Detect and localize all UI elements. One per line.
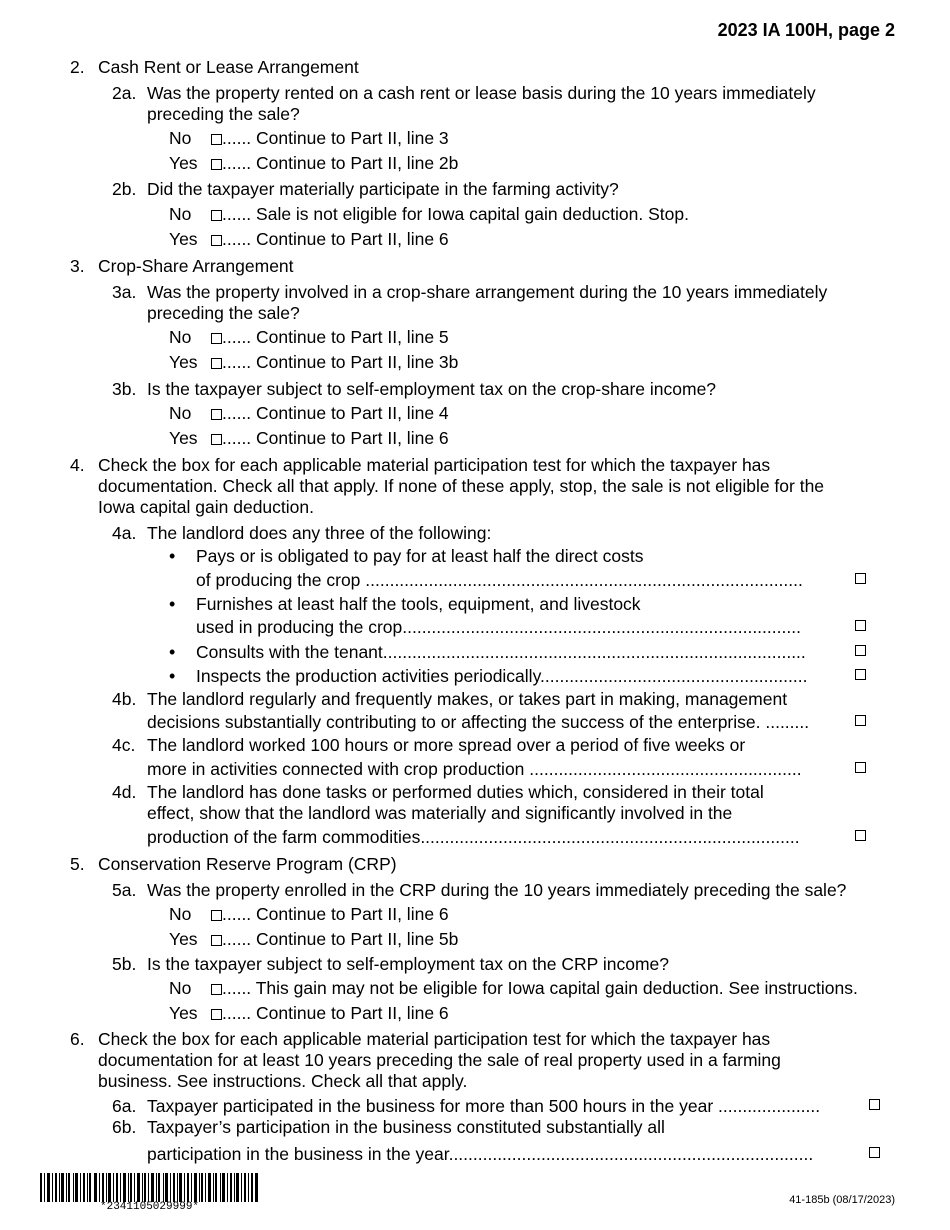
option-3a-yes — [169, 352, 458, 372]
no-label: No — [169, 403, 192, 423]
text-6a: Taxpayer participated in the business for more than 500 hours in the year ..................... — [147, 1096, 821, 1116]
checkbox-4a-bullet4[interactable] — [855, 669, 866, 680]
option-5a-yes — [169, 929, 458, 949]
yes-label: Yes — [169, 153, 198, 173]
checkbox-4a-bullet2[interactable] — [855, 620, 866, 631]
text-4b-line1: The landlord regularly and frequently makes, or takes part in making, management — [147, 689, 788, 709]
yes-label: Yes — [169, 229, 198, 249]
bullet: • — [169, 546, 176, 566]
text-4a-bullet1-line2: of producing the crop .......................................................................................... — [196, 570, 803, 590]
page-header: 2023 IA 100H, page 2 — [717, 20, 895, 40]
checkbox-4c[interactable] — [855, 762, 866, 773]
item-number-3: 3. — [70, 256, 85, 276]
bullet: • — [169, 642, 176, 662]
checkbox-6a[interactable] — [869, 1099, 880, 1110]
section-6-line2: documentation for at least 10 years preceding the sale of real property used in a farming — [98, 1050, 781, 1070]
checkbox-3a-no[interactable] — [211, 333, 222, 344]
checkbox-5a-yes[interactable] — [211, 935, 222, 946]
bullet: • — [169, 594, 176, 614]
section-6-line1: Check the box for each applicable material participation test for which the taxpayer has — [98, 1029, 771, 1049]
text-6b-line2: participation in the business in the year........................................................................... — [147, 1144, 814, 1164]
item-number-4a: 4a. — [112, 523, 137, 543]
question-2a-line1: Was the property rented on a cash rent or lease basis during the 10 years immediately — [147, 83, 816, 103]
no-label: No — [169, 904, 192, 924]
question-3a-line1: Was the property involved in a crop-share arrangement during the 10 years immediately — [147, 282, 828, 302]
section-5-title: Conservation Reserve Program (CRP) — [98, 854, 397, 874]
option-3b-yes — [169, 428, 449, 448]
option-5b-no — [169, 978, 858, 998]
yes-label: Yes — [169, 929, 198, 949]
option-3b-no — [169, 403, 449, 423]
item-number-4d: 4d. — [112, 782, 137, 802]
option-2b-yes-text: ...... Continue to Part II, line 6 — [222, 229, 449, 249]
question-3a-line2: preceding the sale? — [147, 303, 300, 323]
text-4a-bullet3: Consults with the tenant....................................................................................... — [196, 642, 806, 662]
option-2a-yes — [169, 153, 458, 173]
checkbox-3a-yes[interactable] — [211, 358, 222, 369]
item-number-6a: 6a. — [112, 1096, 137, 1116]
text-4a-bullet4: Inspects the production activities periodically....................................................... — [196, 666, 808, 686]
question-2b: Did the taxpayer materially participate in the farming activity? — [147, 179, 619, 199]
checkbox-5b-yes[interactable] — [211, 1009, 222, 1020]
text-4a-bullet2-line1: Furnishes at least half the tools, equipment, and livestock — [196, 594, 641, 614]
text-4d-line1: The landlord has done tasks or performed duties which, considered in their total — [147, 782, 764, 802]
section-2-title: Cash Rent or Lease Arrangement — [98, 57, 359, 77]
no-label: No — [169, 327, 192, 347]
yes-label: Yes — [169, 352, 198, 372]
checkbox-4b[interactable] — [855, 715, 866, 726]
no-label: No — [169, 204, 192, 224]
checkbox-3b-no[interactable] — [211, 409, 222, 420]
checkbox-6b[interactable] — [869, 1147, 880, 1158]
option-5b-yes-text: ...... Continue to Part II, line 6 — [222, 1003, 449, 1023]
text-4a-bullet2-line2: used in producing the crop.................................................................................. — [196, 617, 801, 637]
option-2b-no-text: ...... Sale is not eligible for Iowa capital gain deduction. Stop. — [222, 204, 689, 224]
option-2b-no — [169, 204, 689, 224]
item-number-2b: 2b. — [112, 179, 137, 199]
option-2a-no-text: ...... Continue to Part II, line 3 — [222, 128, 449, 148]
section-4-line1: Check the box for each applicable material participation test for which the taxpayer has — [98, 455, 771, 475]
section-4-line3: Iowa capital gain deduction. — [98, 497, 314, 517]
item-number-6: 6. — [70, 1029, 85, 1049]
option-5b-no-text: ...... This gain may not be eligible for Iowa capital gain deduction. See instructions. — [222, 978, 858, 998]
checkbox-4d[interactable] — [855, 830, 866, 841]
item-number-5: 5. — [70, 854, 85, 874]
item-number-6b: 6b. — [112, 1117, 137, 1137]
checkbox-2b-yes[interactable] — [211, 235, 222, 246]
option-3a-no-text: ...... Continue to Part II, line 5 — [222, 327, 449, 347]
option-2a-yes-text: ...... Continue to Part II, line 2b — [222, 153, 459, 173]
option-2b-yes — [169, 229, 449, 249]
section-3-title: Crop-Share Arrangement — [98, 256, 294, 276]
item-number-2a: 2a. — [112, 83, 137, 103]
text-4c-line2: more in activities connected with crop production ........................................................ — [147, 759, 802, 779]
option-3b-yes-text: ...... Continue to Part II, line 6 — [222, 428, 449, 448]
item-number-4: 4. — [70, 455, 85, 475]
barcode-text: *2341105029999* — [100, 1201, 200, 1213]
question-5a: Was the property enrolled in the CRP during the 10 years immediately preceding the sale? — [147, 880, 847, 900]
checkbox-2a-yes[interactable] — [211, 159, 222, 170]
text-4a: The landlord does any three of the following: — [147, 523, 492, 543]
text-4d-line2: effect, show that the landlord was materially and significantly involved in the — [147, 803, 733, 823]
item-number-5a: 5a. — [112, 880, 137, 900]
bullet: • — [169, 666, 176, 686]
item-number-5b: 5b. — [112, 954, 137, 974]
text-4a-bullet1-line1: Pays or is obligated to pay for at least half the direct costs — [196, 546, 644, 566]
checkbox-4a-bullet3[interactable] — [855, 645, 866, 656]
no-label: No — [169, 978, 192, 998]
item-number-3b: 3b. — [112, 379, 137, 399]
option-5a-no — [169, 904, 449, 924]
checkbox-2b-no[interactable] — [211, 210, 222, 221]
yes-label: Yes — [169, 428, 198, 448]
text-4d-line3: production of the farm commodities.............................................................................. — [147, 827, 800, 847]
checkbox-3b-yes[interactable] — [211, 434, 222, 445]
option-2a-no — [169, 128, 449, 148]
item-number-4b: 4b. — [112, 689, 137, 709]
question-5b: Is the taxpayer subject to self-employment tax on the CRP income? — [147, 954, 670, 974]
section-4-line2: documentation. Check all that apply. If none of these apply, stop, the sale is not eligible for the — [98, 476, 825, 496]
option-5b-yes — [169, 1003, 449, 1023]
checkbox-5b-no[interactable] — [211, 984, 222, 995]
option-3a-no — [169, 327, 449, 347]
option-5a-no-text: ...... Continue to Part II, line 6 — [222, 904, 449, 924]
form-id: 41-185b (08/17/2023) — [789, 1194, 895, 1206]
checkbox-2a-no[interactable] — [211, 134, 222, 145]
checkbox-4a-bullet1[interactable] — [855, 573, 866, 584]
question-3b: Is the taxpayer subject to self-employment tax on the crop-share income? — [147, 379, 717, 399]
no-label: No — [169, 128, 192, 148]
option-3a-yes-text: ...... Continue to Part II, line 3b — [222, 352, 459, 372]
item-number-3a: 3a. — [112, 282, 137, 302]
question-2a-line2: preceding the sale? — [147, 104, 300, 124]
text-4c-line1: The landlord worked 100 hours or more spread over a period of five weeks or — [147, 735, 746, 755]
barcode — [40, 1173, 258, 1202]
item-number-2: 2. — [70, 57, 85, 77]
section-6-line3: business. See instructions. Check all that apply. — [98, 1071, 468, 1091]
yes-label: Yes — [169, 1003, 198, 1023]
option-5a-yes-text: ...... Continue to Part II, line 5b — [222, 929, 459, 949]
option-3b-no-text: ...... Continue to Part II, line 4 — [222, 403, 449, 423]
text-6b-line1: Taxpayer’s participation in the business constituted substantially all — [147, 1117, 665, 1137]
item-number-4c: 4c. — [112, 735, 136, 755]
checkbox-5a-no[interactable] — [211, 910, 222, 921]
text-4b-line2: decisions substantially contributing to or affecting the success of the enterprise. ......... — [147, 712, 810, 732]
